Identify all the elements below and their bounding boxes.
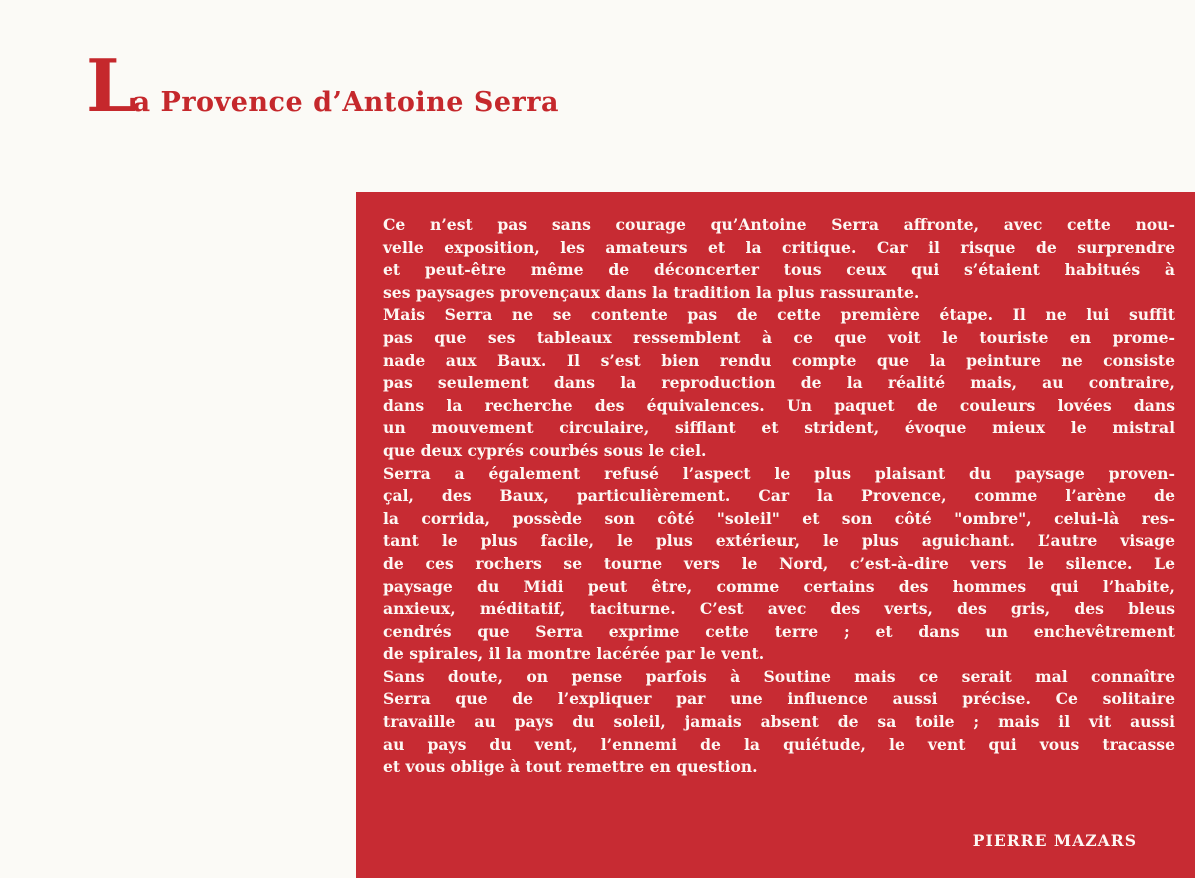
- body-line: de spirales, il la montre lacérée par le vent.: [383, 644, 765, 664]
- article-panel: [356, 192, 1195, 878]
- body-line: Mais Serra ne se contente pas de cette première étape. Il ne lui suffit: [383, 305, 1175, 325]
- body-line: ses paysages provençaux dans la tradition la plus rassurante.: [383, 282, 920, 302]
- body-line: anxieux, méditatif, taciturne. C’est avec des verts, des gris, des bleus: [383, 599, 1175, 619]
- body-line: nade aux Baux. Il s’est bien rendu compte que la peinture ne consiste: [383, 350, 1175, 370]
- body-line: que deux cyprés courbés sous le ciel.: [383, 440, 707, 460]
- title-text: a Provence d’Antoine Serra: [132, 87, 559, 118]
- body-line: çal, des Baux, particulièrement. Car la Provence, comme l’arène de: [383, 486, 1175, 506]
- article-body: [383, 214, 1175, 779]
- body-line: Serra que de l’expliquer par une influence aussi précise. Ce solitaire: [383, 689, 1175, 709]
- body-line: paysage du Midi peut être, comme certains des hommes qui l’habite,: [383, 576, 1175, 596]
- body-line: Ce n’est pas sans courage qu’Antoine Serra affronte, avec cette nou-: [383, 215, 1175, 234]
- body-line: la corrida, possède son côté "soleil" et son côté "ombre", celui-là res-: [383, 508, 1175, 528]
- body-line: un mouvement circulaire, sifflant et strident, évoque mieux le mistral: [383, 418, 1175, 438]
- body-line: et peut-être même de déconcerter tous ceux qui s’étaient habitués à: [383, 260, 1175, 280]
- body-line: dans la recherche des équivalences. Un paquet de couleurs lovées dans: [383, 395, 1175, 415]
- body-line: velle exposition, les amateurs et la critique. Car il risque de surprendre: [383, 237, 1175, 257]
- body-line: pas que ses tableaux ressemblent à ce que voit le touriste en prome-: [383, 327, 1175, 347]
- body-line: Sans doute, on pense parfois à Soutine mais ce serait mal connaître: [383, 666, 1175, 686]
- article-title: [86, 43, 559, 128]
- body-line: pas seulement dans la reproduction de la réalité mais, au contraire,: [383, 373, 1175, 393]
- body-line: travaille au pays du soleil, jamais absent de sa toile ; mais il vit aussi: [383, 712, 1175, 732]
- body-line: Serra a également refusé l’aspect le plus plaisant du paysage proven-: [383, 463, 1175, 483]
- title-drop-cap: L: [86, 43, 133, 128]
- author-signature: PIERRE MAZARS: [972, 831, 1137, 850]
- body-line: de ces rochers se tourne vers le Nord, c’est-à-dire vers le silence. Le: [383, 553, 1175, 573]
- body-line: au pays du vent, l’ennemi de la quiétude, le vent qui vous tracasse: [383, 734, 1175, 754]
- body-line: cendrés que Serra exprime cette terre ; et dans un enchevêtrement: [383, 621, 1175, 641]
- body-line: tant le plus facile, le plus extérieur, le plus aguichant. L’autre visage: [383, 531, 1175, 551]
- body-line: et vous oblige à tout remettre en question.: [383, 757, 758, 777]
